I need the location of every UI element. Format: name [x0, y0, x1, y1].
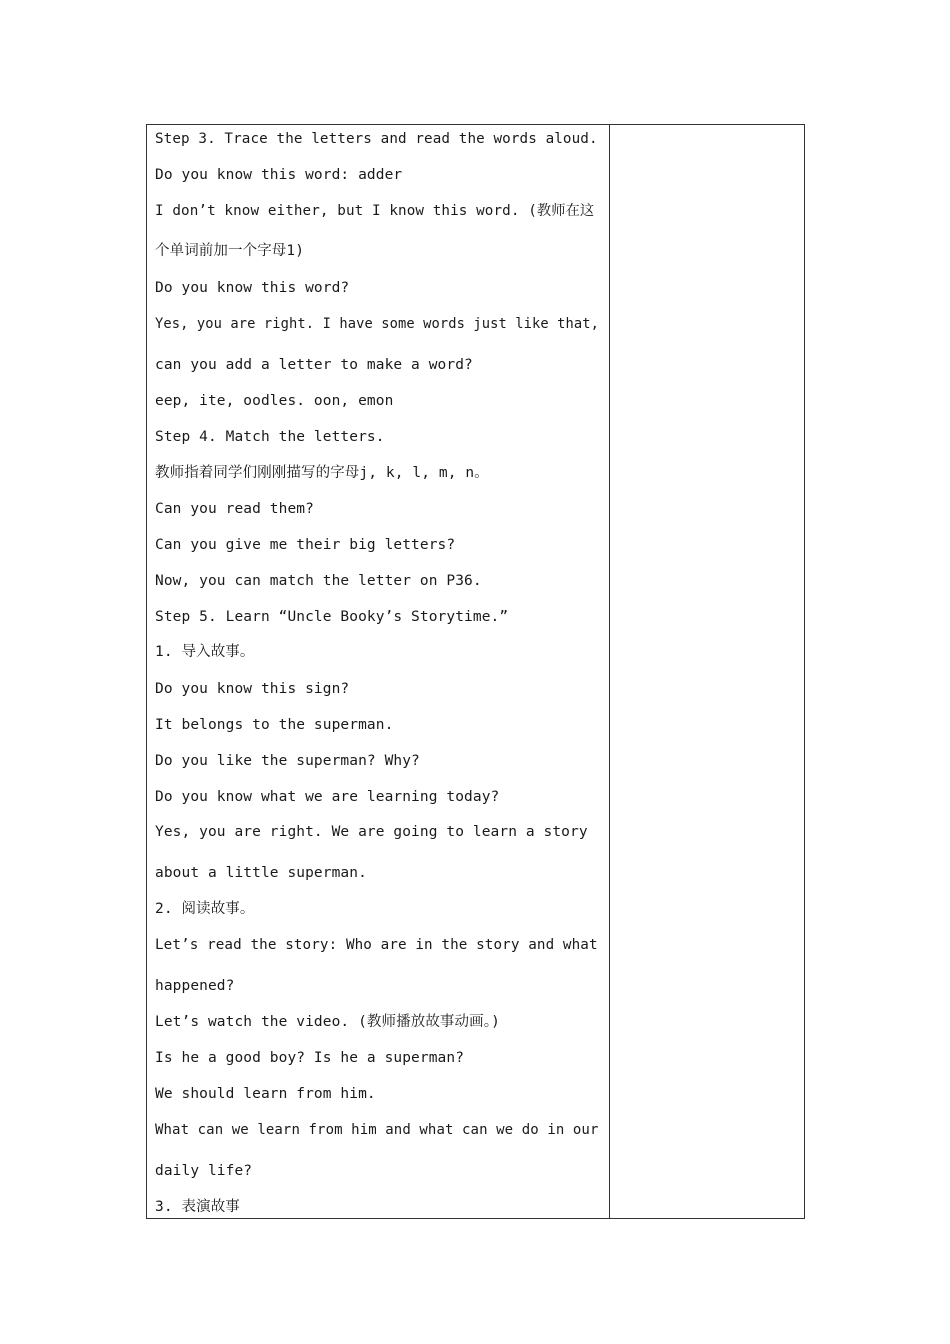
sub-heading: 2. 阅读故事。 [155, 901, 255, 917]
text-line: Step 3. Trace the letters and read the words aloud. [155, 131, 598, 147]
text-line: Now, you can match the letter on P36. [155, 573, 482, 589]
text-line: Yes, you are right. I have some words just like that, [155, 316, 600, 332]
text-line: happened? [155, 978, 235, 994]
text-line: 教师指着同学们刚刚描写的字母j, k, l, m, n。 [155, 465, 489, 481]
text-line: Do you know this word? [155, 280, 350, 296]
text-line: We should learn from him. [155, 1086, 376, 1102]
text-line: Can you read them? [155, 501, 314, 517]
text-line: Do you know this sign? [155, 681, 350, 697]
text-line: What can we learn from him and what can we do in our [155, 1122, 599, 1138]
text-line: 个单词前加一个字母1) [155, 243, 305, 259]
text-line: Let’s watch the video. (教师播放故事动画。) [155, 1014, 500, 1030]
lesson-steps-cell [147, 125, 609, 1218]
text-line: Yes, you are right. We are going to learn a story [155, 824, 588, 840]
step-heading: Step 5. Learn “Uncle Booky’s Storytime.” [155, 609, 509, 625]
text-line: about a little superman. [155, 865, 367, 881]
text-line: can you add a letter to make a word? [155, 357, 473, 373]
lesson-plan-table [146, 124, 805, 1219]
sub-heading: 3. 表演故事 [155, 1199, 240, 1215]
text-line: Do you like the superman? Why? [155, 753, 420, 769]
text-line: Do you know what we are learning today? [155, 789, 500, 805]
text-line: I don’t know either, but I know this word. (教师在这 [155, 203, 595, 219]
text-line: Let’s read the story: Who are in the story and what [155, 937, 598, 953]
text-line: Do you know this word: adder [155, 167, 403, 183]
text-line: Is he a good boy? Is he a superman? [155, 1050, 465, 1066]
text-line: Can you give me their big letters? [155, 537, 456, 553]
step-heading: Step 4. Match the letters. [155, 429, 385, 445]
text-line: daily life? [155, 1163, 253, 1179]
text-line: eep, ite, oodles. oon, emon [155, 393, 394, 409]
text-line: It belongs to the superman. [155, 717, 394, 733]
sub-heading: 1. 导入故事。 [155, 644, 255, 660]
notes-cell [610, 125, 804, 1218]
